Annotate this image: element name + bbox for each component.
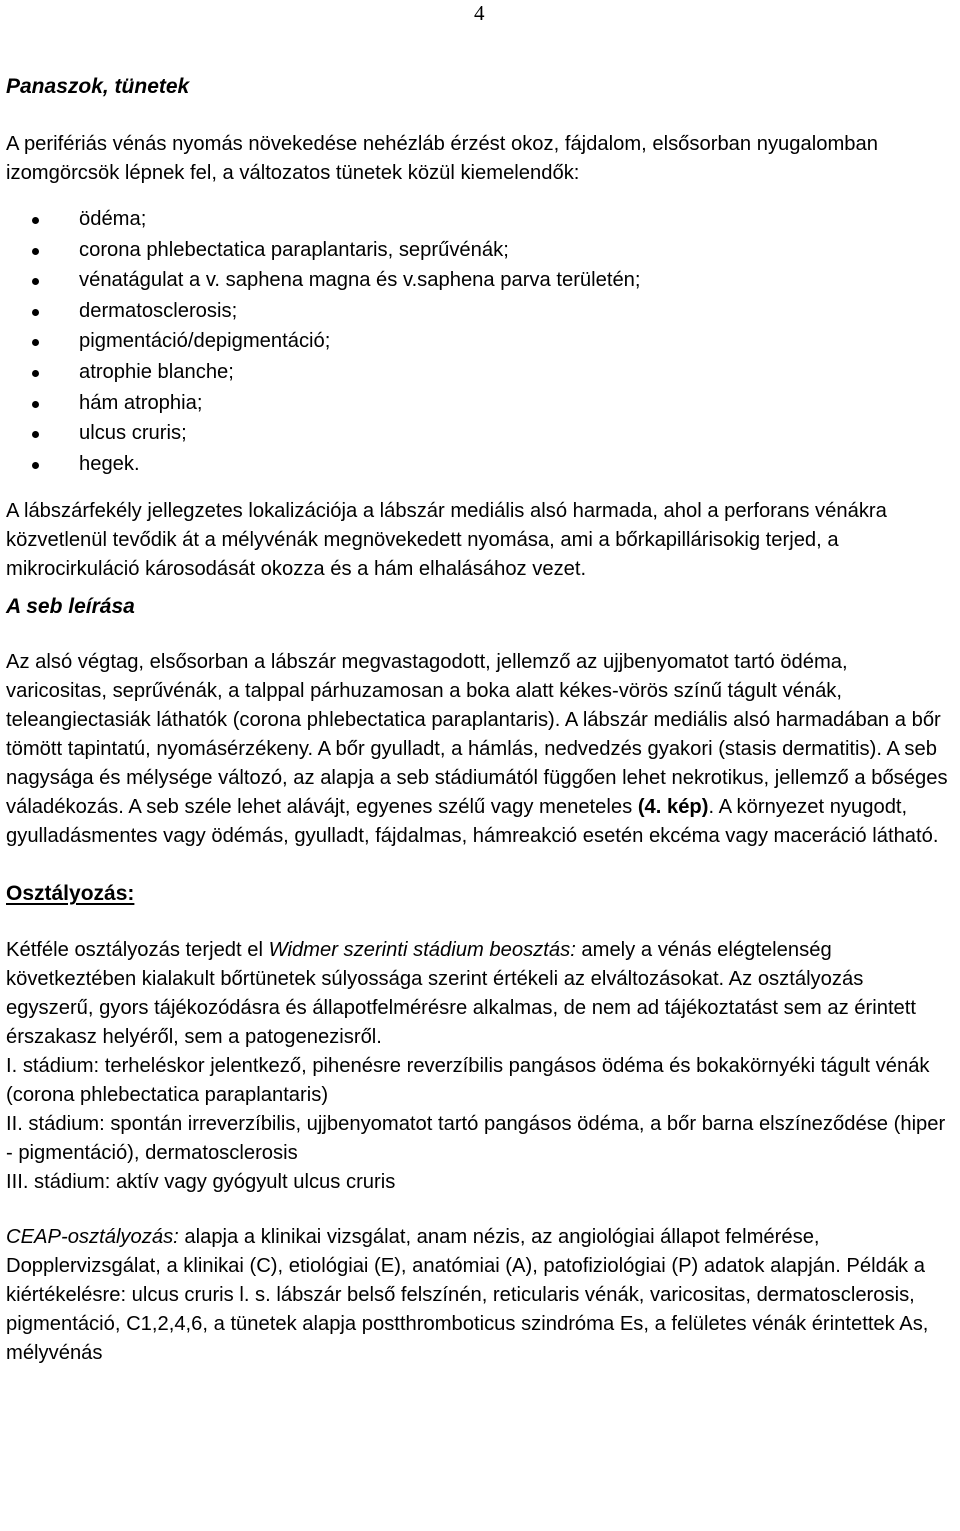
section-heading-complaints: Panaszok, tünetek bbox=[6, 75, 190, 98]
section-heading-classification: Osztályozás: bbox=[6, 882, 135, 906]
list-item: hám atrophia; bbox=[6, 388, 954, 419]
symptom-list bbox=[6, 204, 954, 479]
stage-list bbox=[6, 1052, 954, 1197]
list-item: atrophie blanche; bbox=[6, 357, 954, 388]
list-item: ulcus cruris; bbox=[6, 418, 954, 449]
page-number: 4 bbox=[474, 1, 485, 25]
bullet-icon bbox=[32, 309, 39, 316]
list-item: pigmentáció/depigmentáció; bbox=[6, 326, 954, 357]
complaints-intro: A perifériás vénás nyomás növekedése nehézláb érzést okoz, fájdalom, elsősorban nyugalomban izomgörcsök lépnek fel, a változatos tünetek közül kiemelendők: bbox=[6, 133, 878, 184]
bullet-icon bbox=[32, 248, 39, 255]
ceap-paragraph: CEAP-osztályozás: alapja a klinikai vizsgálat, anam nézis, az angiológiai állapot felmérése, Dopplervizsgálat, a klinikai (C), etiológiai (E), anatómiai (A), patofiziológiai (P) adatok alapján. Példák a kiértékelésre: ulcus cruris l. s. lábszár belső felszínén, reticularis vénák, varicositas, dermatosclerosis, pigmentáció, C1,2,4,6, a tünetek alapja postthromboticus szindróma Es, a felületes vénák érintettek As, mélyvénás bbox=[6, 1226, 929, 1365]
bullet-icon bbox=[32, 339, 39, 346]
stage-item: I. stádium: terheléskor jelentkező, pihenésre reverzíbilis pangásos ödéma és bokakörnyéki tágult vénák (corona phlebectatica paraplantaris) bbox=[6, 1055, 930, 1107]
ulcer-localization-paragraph: A lábszárfekély jellegzetes lokalizációja a lábszár mediális alsó harmada, ahol a perforans vénákra közvetlenül tevődik át a mélyvénák megnövekedett nyomása, ami a bőrkapillárisokig terjed, a mikrocirkuláció károsodását okozza és a hám elhalásához vezet. bbox=[6, 500, 887, 581]
widmer-label: Widmer szerinti stádium beosztás: bbox=[268, 939, 576, 962]
bullet-icon bbox=[32, 370, 39, 377]
bullet-icon bbox=[32, 278, 39, 285]
wound-description-paragraph: Az alsó végtag, elsősorban a lábszár megvastagodott, jellemző az ujjbenyomatot tartó ödéma, varicositas, seprűvénák, a talppal párhuzamosan a boka alatt kékes-vörös színű tágult vénák, teleangiectasiák láthatók (corona phlebectatica paraplantaris). A lábszár mediális alsó harmadában a bőr tömött tapintatú, nyomásérzékeny. A bőr gyulladt, a hámlás, nedvedzés gyakori (stasis dermatitis). A seb nagysága és mélysége változó, az alapja a seb stádiumától függően lehet nekrotikus, jellemző a bőséges váladékozás. A seb széle lehet alávájt, egyenes szélű vagy meneteles (4. kép). A környezet nyugodt, gyulladásmentes vagy ödémás, gyulladt, fájdalmas, hámreakció esetén ekcéma vagy maceráció látható. bbox=[6, 651, 948, 848]
section-heading-wound-description: A seb leírása bbox=[6, 595, 135, 619]
list-item: dermatosclerosis; bbox=[6, 296, 954, 327]
stage-item: III. stádium: aktív vagy gyógyult ulcus cruris bbox=[6, 1171, 396, 1194]
bullet-icon bbox=[32, 401, 39, 408]
list-item: vénatágulat a v. saphena magna és v.saphena parva területén; bbox=[6, 265, 954, 296]
list-item: corona phlebectatica paraplantaris, seprűvénák; bbox=[6, 235, 954, 266]
list-item: hegek. bbox=[6, 449, 954, 480]
ceap-label: CEAP-osztályozás: bbox=[6, 1226, 179, 1249]
bullet-icon bbox=[32, 217, 39, 224]
stage-item: II. stádium: spontán irreverzíbilis, ujjbenyomatot tartó pangásos ödéma, a bőr barna elszíneződése (hiper - pigmentáció), dermatosclerosis bbox=[6, 1113, 946, 1165]
figure-reference: (4. kép) bbox=[637, 796, 709, 819]
bullet-icon bbox=[32, 462, 39, 469]
bullet-icon bbox=[32, 431, 39, 438]
document-body bbox=[6, 72, 954, 1368]
classification-intro: Kétféle osztályozás terjedt el Widmer szerinti stádium beosztás: amely a vénás elégtelenség következtében kialakult bőrtünetek súlyossága szerint értékeli az elváltozásokat. Az osztályozás egyszerű, gyors tájékozódásra és állapotfelmérésre alkalmas, de nem ad tájékoztatást sem az érintett érszakasz helyéről, sem a patogenezisről. bbox=[6, 939, 917, 1049]
list-item: ödéma; bbox=[6, 204, 954, 235]
